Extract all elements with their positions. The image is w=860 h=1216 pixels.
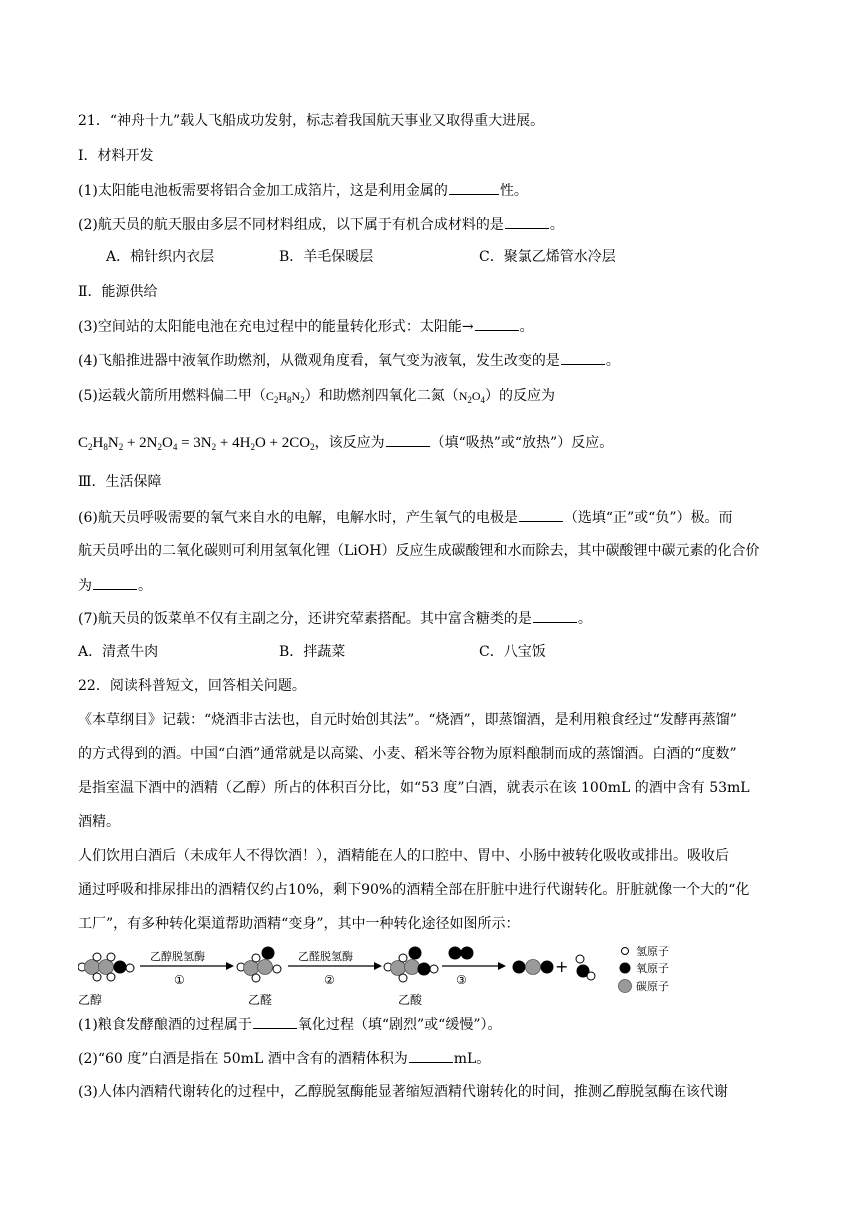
acetaldehyde-molecule bbox=[237, 947, 281, 983]
answer-blank[interactable] bbox=[505, 214, 549, 229]
answer-blank[interactable] bbox=[533, 608, 577, 623]
enzyme2-label: 乙醛脱氢酶 bbox=[298, 950, 353, 963]
q21-q2-option-a: A．棉针织内衣层 bbox=[106, 249, 215, 265]
q22-paragraph1-line4: 酒精。 bbox=[78, 814, 120, 830]
acetic-acid-molecule bbox=[384, 947, 438, 983]
q21-question-1: (1)太阳能电池板需要将铝合金加工成箔片，这是利用金属的 性。 bbox=[78, 180, 528, 201]
acetaldehyde-label: 乙醛 bbox=[248, 993, 273, 1007]
q22-paragraph2-line1: 人们饮用白酒后（未成年人不得饮酒！），酒精能在人的口腔中、胃中、小肠中被转化吸收或排出。吸收后 bbox=[78, 848, 729, 864]
q21-q7-option-a: A．清煮牛肉 bbox=[78, 644, 159, 660]
legend-carbon-label: 碳原子 bbox=[636, 980, 669, 993]
q21-question-5-equation: $C_2H_8N_2 + 2N_2O_4 = 3N_2 + 4H_2O + 2CO_2$，该反应为 （填“吸热”或“放热”）反应。 bbox=[78, 432, 613, 453]
answer-blank[interactable] bbox=[93, 575, 137, 590]
alcohol-metabolism-diagram bbox=[78, 944, 698, 1010]
step1-label: ① bbox=[174, 973, 185, 987]
step3-label: ③ bbox=[456, 973, 467, 987]
q22-paragraph2-line2: 通过呼吸和排尿排出的酒精仅约占10%，剩下90%的酒精全部在肝脏中进行代谢转化。肝脏就像一个大的“化 bbox=[78, 882, 750, 898]
reaction-equation: $C_2H_8N_2 + 2N_2O_4 = 3N_2 + 4H_2O + 2CO_2$ bbox=[78, 435, 315, 452]
legend-oxygen-label: 氧原子 bbox=[636, 962, 669, 975]
answer-blank[interactable] bbox=[561, 350, 605, 365]
answer-blank[interactable] bbox=[475, 316, 519, 331]
q21-q2-option-b: B．羊毛保暖层 bbox=[279, 249, 374, 265]
formula-oxidizer: $N_2O_4$ bbox=[458, 389, 486, 405]
q21-question-6: (6)航天员呼吸需要的氧气来自水的电解，电解水时，产生氧气的电极是 （选填“正”或“负”）极。而 bbox=[78, 507, 732, 528]
q21-q7-option-b: B．拌蔬菜 bbox=[279, 644, 346, 660]
q21-question-6-line3: 为 。 bbox=[78, 575, 152, 596]
q22-paragraph2-line3: 工厂”，有多种转化渠道帮助酒精“变身”，其中一种转化途径如图所示： bbox=[78, 916, 520, 932]
q21-part1-title: Ⅰ．材料开发 bbox=[78, 148, 154, 164]
q22-stem: 22．阅读科普短文，回答相关问题。 bbox=[78, 678, 306, 694]
q22-paragraph1-line1: 《本草纲目》记载：“烧酒非古法也，自元时始创其法”。“烧酒”，即蒸馏酒，是利用粮食经过“发酵再蒸馏” bbox=[78, 712, 737, 728]
q22-question-3: (3)人体内酒精代谢转化的过程中，乙醇脱氢酶能显著缩短酒精代谢转化的时间，推测乙醇脱氢酶在该代谢 bbox=[78, 1084, 728, 1100]
q21-question-5: (5)运载火箭所用燃料偏二甲$(C_2H_8N_2)$和助燃剂四氧化二氮$(N_2O_4)$的反应为 bbox=[78, 388, 556, 405]
q21-stem: 21．“神舟十九”载人飞船成功发射，标志着我国航天事业又取得重大进展。 bbox=[78, 113, 545, 129]
q21-part3-title: Ⅲ．生活保障 bbox=[78, 474, 162, 490]
q21-q7-option-c: C．八宝饭 bbox=[479, 644, 546, 660]
q22-question-1: (1)粮食发酵酿酒的过程属于 氧化过程（填“剧烈”或“缓慢”）。 bbox=[78, 1014, 501, 1035]
q21-question-6-line2: 航天员呼出的二氧化碳则可利用氢氧化锂（LiOH）反应生成碳酸锂和水而除去，其中碳酸锂中碳元素的化合价 bbox=[78, 543, 760, 559]
answer-blank[interactable] bbox=[386, 432, 430, 447]
carbon-dioxide-molecule bbox=[513, 960, 554, 975]
q21-question-4: (4)飞船推进器中液氧作助燃剂，从微观角度看，氧气变为液氧，发生改变的是 。 bbox=[78, 350, 620, 371]
q21-part2-title: Ⅱ．能源供给 bbox=[78, 284, 158, 300]
enzyme1-label: 乙醇脱氢酶 bbox=[150, 950, 205, 963]
answer-blank[interactable] bbox=[519, 507, 563, 522]
oxygen-molecule bbox=[449, 947, 474, 960]
step2-label: ② bbox=[324, 973, 335, 987]
plus-sign: + bbox=[555, 957, 569, 976]
answer-blank[interactable] bbox=[449, 180, 499, 195]
ethanol-molecule bbox=[78, 953, 134, 981]
water-molecule bbox=[576, 955, 595, 980]
ethanol-label: 乙醇 bbox=[78, 993, 103, 1007]
q22-paragraph1-line3: 是指室温下酒中的酒精（乙醇）所占的体积百分比，如“53 度”白酒，就表示在该 100mL 的酒中含有 53mL bbox=[78, 780, 750, 796]
diagram-legend bbox=[619, 944, 670, 993]
legend-hydrogen-label: 氢原子 bbox=[636, 945, 669, 958]
q21-question-2: (2)航天员的航天服由多层不同材料组成，以下属于有机合成材料的是 。 bbox=[78, 214, 564, 235]
q22-question-2: (2)“60 度”白酒是指在 50mL 酒中含有的酒精体积为 mL。 bbox=[78, 1048, 490, 1069]
q21-q2-option-c: C．聚氯乙烯管水冷层 bbox=[479, 249, 616, 265]
q22-paragraph1-line2: 的方式得到的酒。中国“白酒”通常就是以高粱、小麦、稻米等谷物为原料酿制而成的蒸馏酒。白酒的“度数” bbox=[78, 746, 737, 762]
acetic-acid-label: 乙酸 bbox=[398, 993, 423, 1007]
formula-fuel: $C_2H_8N_2$ bbox=[265, 389, 305, 405]
q21-question-7: (7)航天员的饭菜单不仅有主副之分，还讲究荤素搭配。其中富含糖类的是 。 bbox=[78, 608, 592, 629]
answer-blank[interactable] bbox=[409, 1048, 453, 1063]
answer-blank[interactable] bbox=[253, 1014, 297, 1029]
q21-question-3: (3)空间站的太阳能电池在充电过程中的能量转化形式：太阳能→ 。 bbox=[78, 316, 534, 337]
